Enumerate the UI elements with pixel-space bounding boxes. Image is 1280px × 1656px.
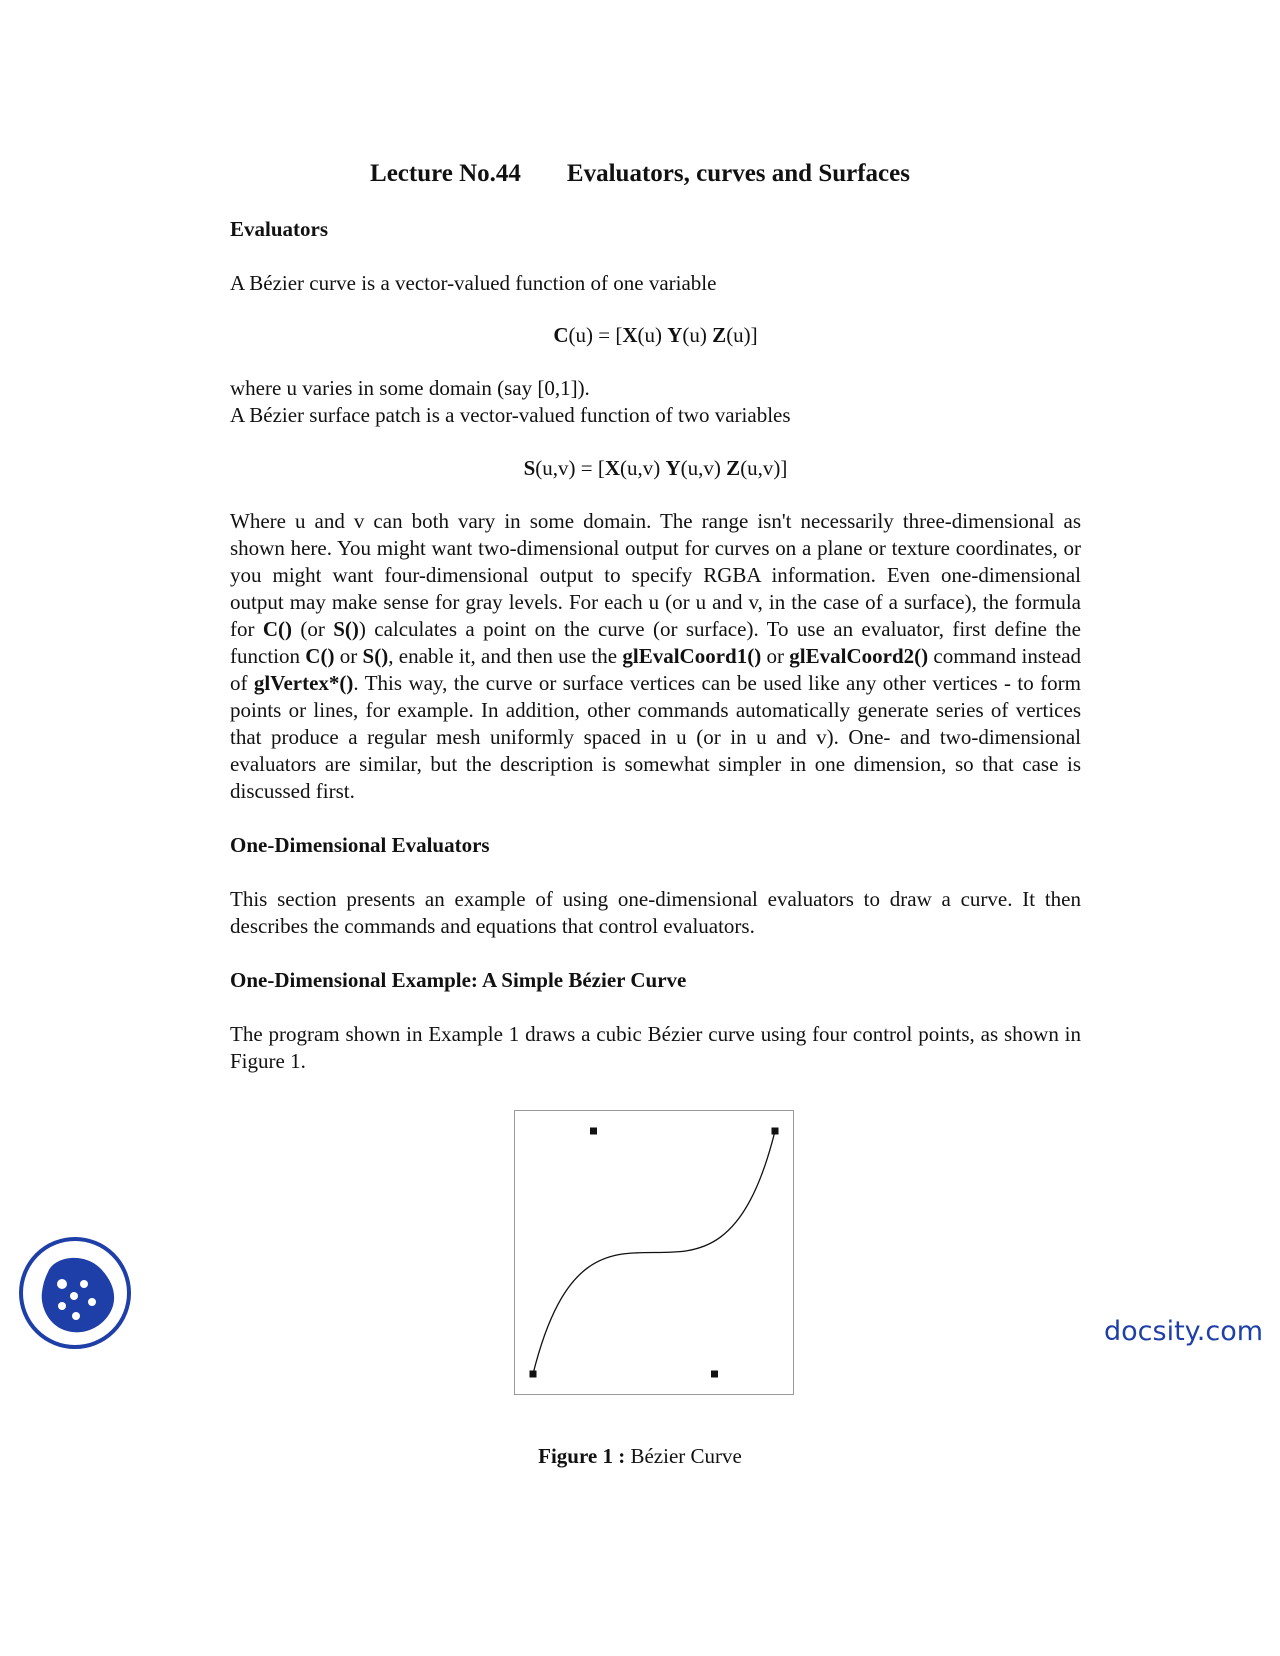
document-body bbox=[230, 216, 1081, 1075]
figure-caption: Figure 1 : Bézier Curve bbox=[538, 1444, 742, 1468]
example-paragraph: The program shown in Example 1 draws a cubic Bézier curve using four control points, as shown in Figure 1. bbox=[230, 1022, 1081, 1073]
one-dimensional-paragraph: This section presents an example of using one-dimensional evaluators to draw a curve. It then describes the commands and equations that control evaluators. bbox=[230, 887, 1081, 938]
heading-one-dimensional: One-Dimensional Evaluators bbox=[230, 833, 490, 857]
surface-line: A Bézier surface patch is a vector-valued function of two variables bbox=[230, 403, 791, 427]
control-point-p0 bbox=[530, 1371, 537, 1378]
equation-curve: C(u) = [X(u) Y(u) Z(u)] bbox=[553, 323, 758, 347]
bezier-figure bbox=[514, 1110, 794, 1395]
docsity-logo-icon bbox=[18, 1236, 132, 1350]
evaluators-paragraph: Where u and v can both vary in some domain. The range isn't necessarily three-dimensional as shown here. You might want two-dimensional output for curves on a plane or texture coordinates, or you might want four-dimensional output to specify RGBA information. Even one-dimensional output may make sense for gray levels. For each u (or u and v, in the case of a surface), the formula for C() (or S()) calculates a point on the curve (or surface). To use an evaluator, first define the function C() or S(), enable it, and then use the glEvalCoord1() or glEvalCoord2() command instead of glVertex*(). This way, the curve or surface vertices can be used like any other vertices - to form points or lines, for example. In addition, other commands automatically generate series of vertices that produce a regular mesh uniformly spaced in u (or in u and v). One- and two-dimensional evaluators are similar, but the description is somewhat simpler in one dimension, so that case is discussed first. bbox=[230, 509, 1082, 803]
docsity-brand-text[interactable]: docsity.com bbox=[1104, 1316, 1264, 1347]
domain-line: where u varies in some domain (say [0,1]). bbox=[230, 376, 590, 400]
control-point-p3 bbox=[772, 1128, 779, 1135]
intro-paragraph: A Bézier curve is a vector-valued function of one variable bbox=[230, 271, 717, 295]
page-title bbox=[0, 158, 1280, 190]
bezier-plot bbox=[515, 1111, 793, 1394]
heading-evaluators: Evaluators bbox=[230, 217, 329, 241]
control-point-p2 bbox=[711, 1371, 718, 1378]
lecture-number: Lecture No.44 bbox=[370, 160, 521, 187]
lecture-topic: Evaluators, curves and Surfaces bbox=[566, 160, 910, 187]
equation-surface: S(u,v) = [X(u,v) Y(u,v) Z(u,v)] bbox=[523, 456, 788, 480]
control-point-p1 bbox=[590, 1128, 597, 1135]
heading-example: One-Dimensional Example: A Simple Bézier Curve bbox=[230, 968, 687, 992]
bezier-curve bbox=[533, 1131, 775, 1374]
